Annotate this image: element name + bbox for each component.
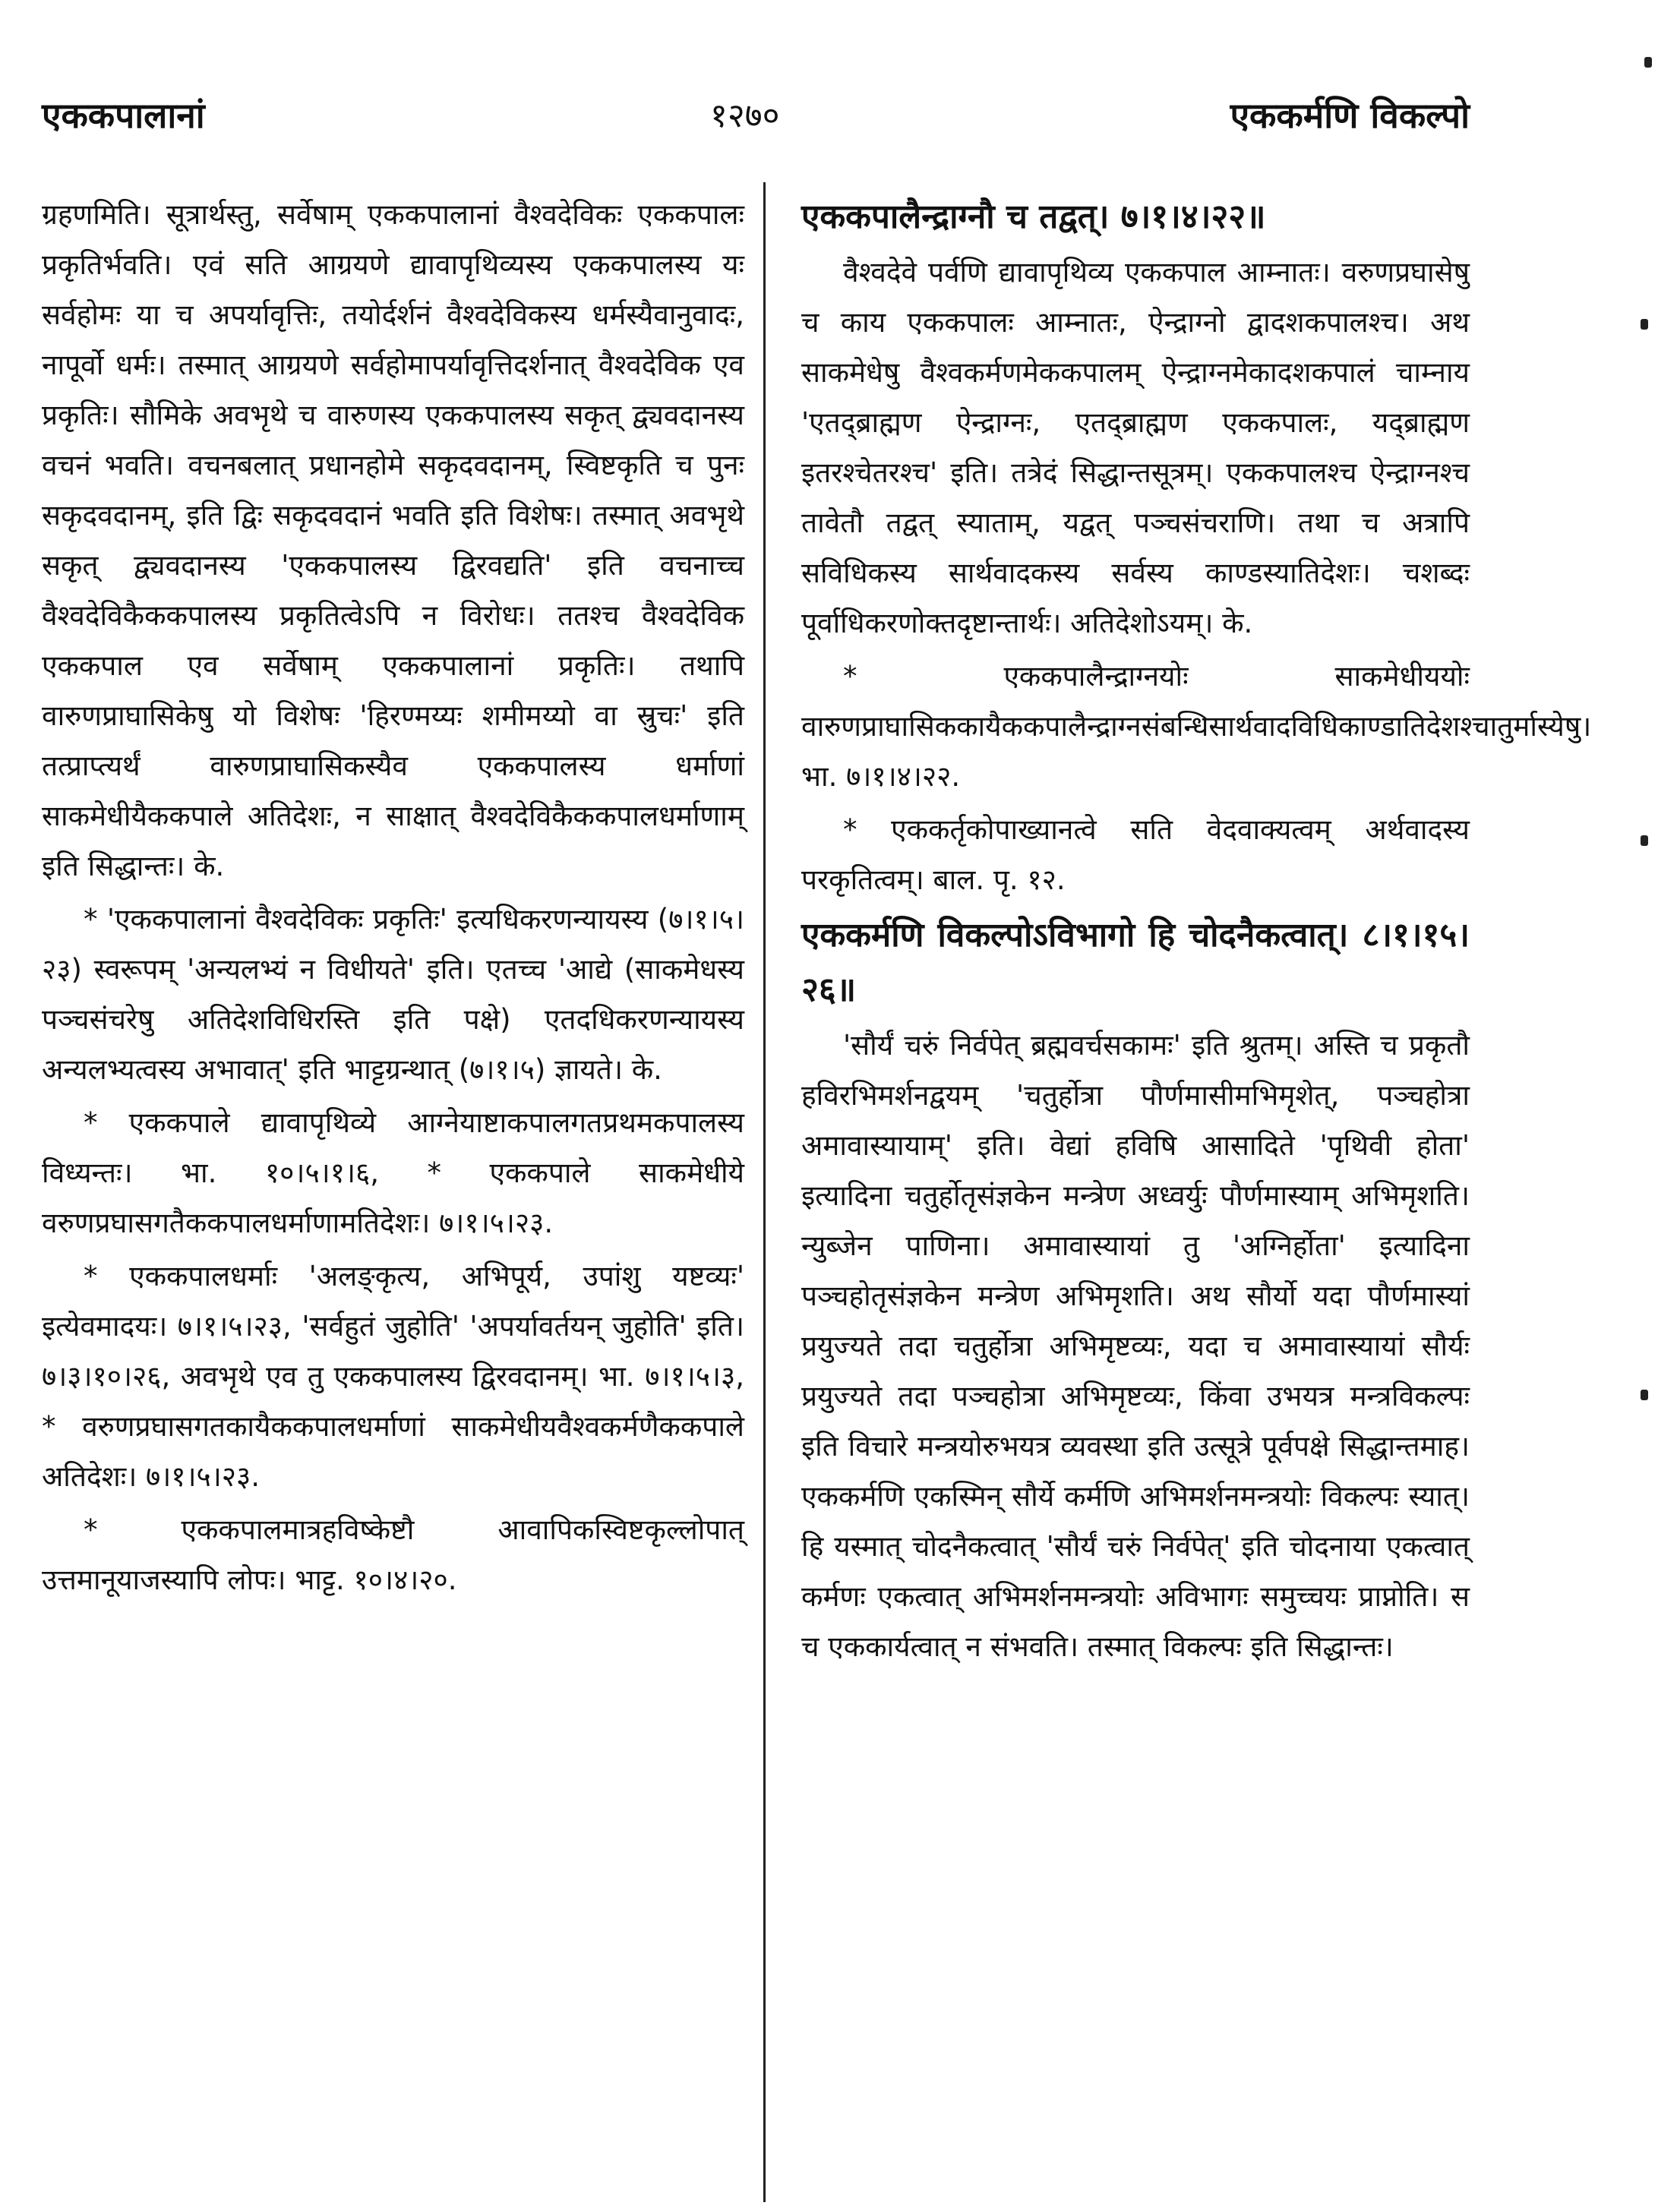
margin-mark-2: [1641, 319, 1648, 330]
page-header: [42, 91, 1470, 159]
left-column: [42, 190, 744, 1608]
left-paragraph-2: * 'एककपालानां वैश्वदेविकः प्रकृतिः' इत्यधिकरणन्यायस्य (७।१।५।२३) स्वरूपम् 'अन्यलभ्यं न विधीयते' इति। एतच्च 'आद्ये (साकमेधस्य पञ्चसंचरेषु अतिदेशविधिरस्ति इति पक्षे) एतदधिकरणन्यायस्य अन्यलभ्यत्वस्य अभावात्' इति भाट्टग्रन्थात् (७।१।५) ज्ञायते। के.: [42, 903, 744, 1086]
left-paragraph-3: * एककपाले द्यावापृथिव्ये आग्नेयाष्टाकपालगतप्रथमकपालस्य विध्यन्तः। भा. १०।५।१।६, * एककपाले साकमेधीये वरुणप्रघासगतैककपालधर्माणामतिदेशः। ७।१।५।२३.: [42, 1106, 744, 1239]
column-divider: [763, 182, 766, 2202]
left-paragraph-5: * एककपालमात्रहविष्केष्टौ आवापिकस्विष्टकृल्लोपात् उत्तमानूयाजस्यापि लोपः। भाट्ट. १०।४।२०.: [42, 1513, 744, 1596]
right-paragraph-1: वैश्वदेवे पर्वणि द्यावापृथिव्य एककपाल आम्नातः। वरुणप्रघासेषु च काय एककपालः आम्नातः, ऐन्द्राग्नो द्वादशकपालश्च। अथ साकमेधेषु वैश्वकर्मणमेककपालम् ऐन्द्राग्नमेकादशकपालं चाम्नाय 'एतद्ब्राह्मण ऐन्द्राग्नः, एतद्ब्राह्मण एककपालः, यद्ब्राह्मण इतरश्चेतरश्च' इति। तत्रेदं सिद्धान्तसूत्रम्। एककपालश्च ऐन्द्राग्नश्च तावेतौ तद्वत् स्याताम्, यद्वत् पञ्चसंचराणि। तथा च अत्रापि सविधिकस्य सार्थवादकस्य सर्वस्य काण्डस्यातिदेशः। चशब्दः पूर्वाधिकरणोक्तदृष्टान्तार्थः। अतिदेशोऽयम्। के.: [801, 256, 1470, 639]
margin-mark-3: [1641, 835, 1648, 846]
header-right-title: एककर्मणि विकल्पो: [1230, 95, 1470, 136]
page-number: १२७०: [710, 96, 780, 135]
left-paragraph-4: * एककपालधर्माः 'अलङ्कृत्य, अभिपूर्य, उपांशु यष्टव्यः' इत्येवमादयः। ७।१।५।२३, 'सर्वहुतं जुहोति' 'अपर्यावर्तयन् जुहोति' इति। ७।३।१०।२६, अवभृथे एव तु एककपालस्य द्विरवदानम्। भा. ७।१।५।३, * वरुणप्रघासगतकायैककपालधर्माणां साकमेधीयवैश्वकर्मणैककपाले अतिदेशः। ७।१।५।२३.: [42, 1260, 744, 1493]
right-paragraph-2: * एककपालैन्द्राग्नयोः साकमेधीययोः वारुणप्राघासिककायैककपालैन्द्राग्नसंबन्धिसार्थवादविधिकाण्डातिदेशश्चातुर्मास्येषु। भा. ७।१।४।२२.: [801, 660, 1592, 793]
left-paragraph-1: ग्रहणमिति। सूत्रार्थस्तु, सर्वेषाम् एककपालानां वैश्वदेविकः एककपालः प्रकृतिर्भवति। एवं सति आग्रयणे द्यावापृथिव्यस्य एककपालस्य यः सर्वहोमः या च अपर्यावृत्तिः, तयोर्दर्शनं वैश्वदेविकस्य धर्मस्यैवानुवादः, नापूर्वो धर्मः। तस्मात् आग्रयणे सर्वहोमापर्यावृत्तिदर्शनात् वैश्वदेविक एव प्रकृतिः। सौमिके अवभृथे च वारुणस्य एककपालस्य सकृत् द्व्यवदानस्य वचनं भवति। वचनबलात् प्रधानहोमे सकृदवदानम्, स्विष्टकृति च पुनः सकृदवदानम्, इति द्विः सकृदवदानं भवति इति विशेषः। तस्मात् अवभृथे सकृत् द्व्यवदानस्य 'एककपालस्य द्विरवद्यति' इति वचनाच्च वैश्वदेविकैककपालस्य प्रकृतित्वेऽपि न विरोधः। ततश्च वैश्वदेविक एककपाल एव सर्वेषाम् एककपालानां प्रकृतिः। तथापि वारुणप्राघासिकेषु यो विशेषः 'हिरण्मय्यः शमीमय्यो वा स्रुचः' इति तत्प्राप्त्यर्थं वारुणप्राघासिकस्यैव एककपालस्य धर्माणां साकमेधीयैककपाले अतिदेशः, न साक्षात् वैश्वदेविकैककपालधर्माणाम् इति सिद्धान्तः। के.: [42, 198, 744, 882]
header-left-title: एककपालानां: [42, 95, 205, 136]
right-column: [801, 190, 1592, 1675]
sutra-heading-2: एककर्मणि विकल्पोऽविभागो हि चोदनैकत्वात्। ८।१।१५।२६॥: [801, 916, 1470, 1009]
margin-mark-4: [1641, 1390, 1648, 1400]
margin-mark-1: [1644, 57, 1652, 68]
sutra-heading-1: एककपालैन्द्राग्नौ च तद्वत्। ७।१।४।२२॥: [801, 197, 1266, 236]
right-paragraph-3: * एककर्तृकोपाख्यानत्वे सति वेदवाक्यत्वम् अर्थवादस्य परकृतित्वम्। बाल. पृ. १२.: [801, 813, 1470, 896]
right-paragraph-4: 'सौर्यं चरुं निर्वपेत् ब्रह्मवर्चसकामः' इति श्रुतम्। अस्ति च प्रकृतौ हविरभिमर्शनद्वयम् 'चतुर्होत्रा पौर्णमासीमभिमृशेत्, पञ्चहोत्रा अमावास्यायाम्' इति। वेद्यां हविषि आसादिते 'पृथिवी होता' इत्यादिना चतुर्होतृसंज्ञकेन मन्त्रेण अध्वर्युः पौर्णमास्याम् अभिमृशति। न्युब्जेन पाणिना। अमावास्यायां तु 'अग्निर्होता' इत्यादिना पञ्चहोतृसंज्ञकेन मन्त्रेण अभिमृशति। अथ सौर्यो यदा पौर्णमास्यां प्रयुज्यते तदा चतुर्होत्रा अभिमृष्टव्यः, यदा च अमावास्यायां सौर्यः प्रयुज्यते तदा पञ्चहोत्रा अभिमृष्टव्यः, किंवा उभयत्र मन्त्रविकल्पः इति विचारे मन्त्रयोरुभयत्र व्यवस्था इति उत्सूत्रे पूर्वपक्षे सिद्धान्तमाह। एककर्मणि एकस्मिन् सौर्ये कर्मणि अभिमर्शनमन्त्रयोः विकल्पः स्यात्। हि यस्मात् चोदनैकत्वात् 'सौर्यं चरुं निर्वपेत्' इति चोदनाया एकत्वात् कर्मणः एकत्वात् अभिमर्शनमन्त्रयोः अविभागः समुच्चयः प्राप्नोति। स च एककार्यत्वात् न संभवति। तस्मात् विकल्पः इति सिद्धान्तः।: [801, 1029, 1470, 1663]
